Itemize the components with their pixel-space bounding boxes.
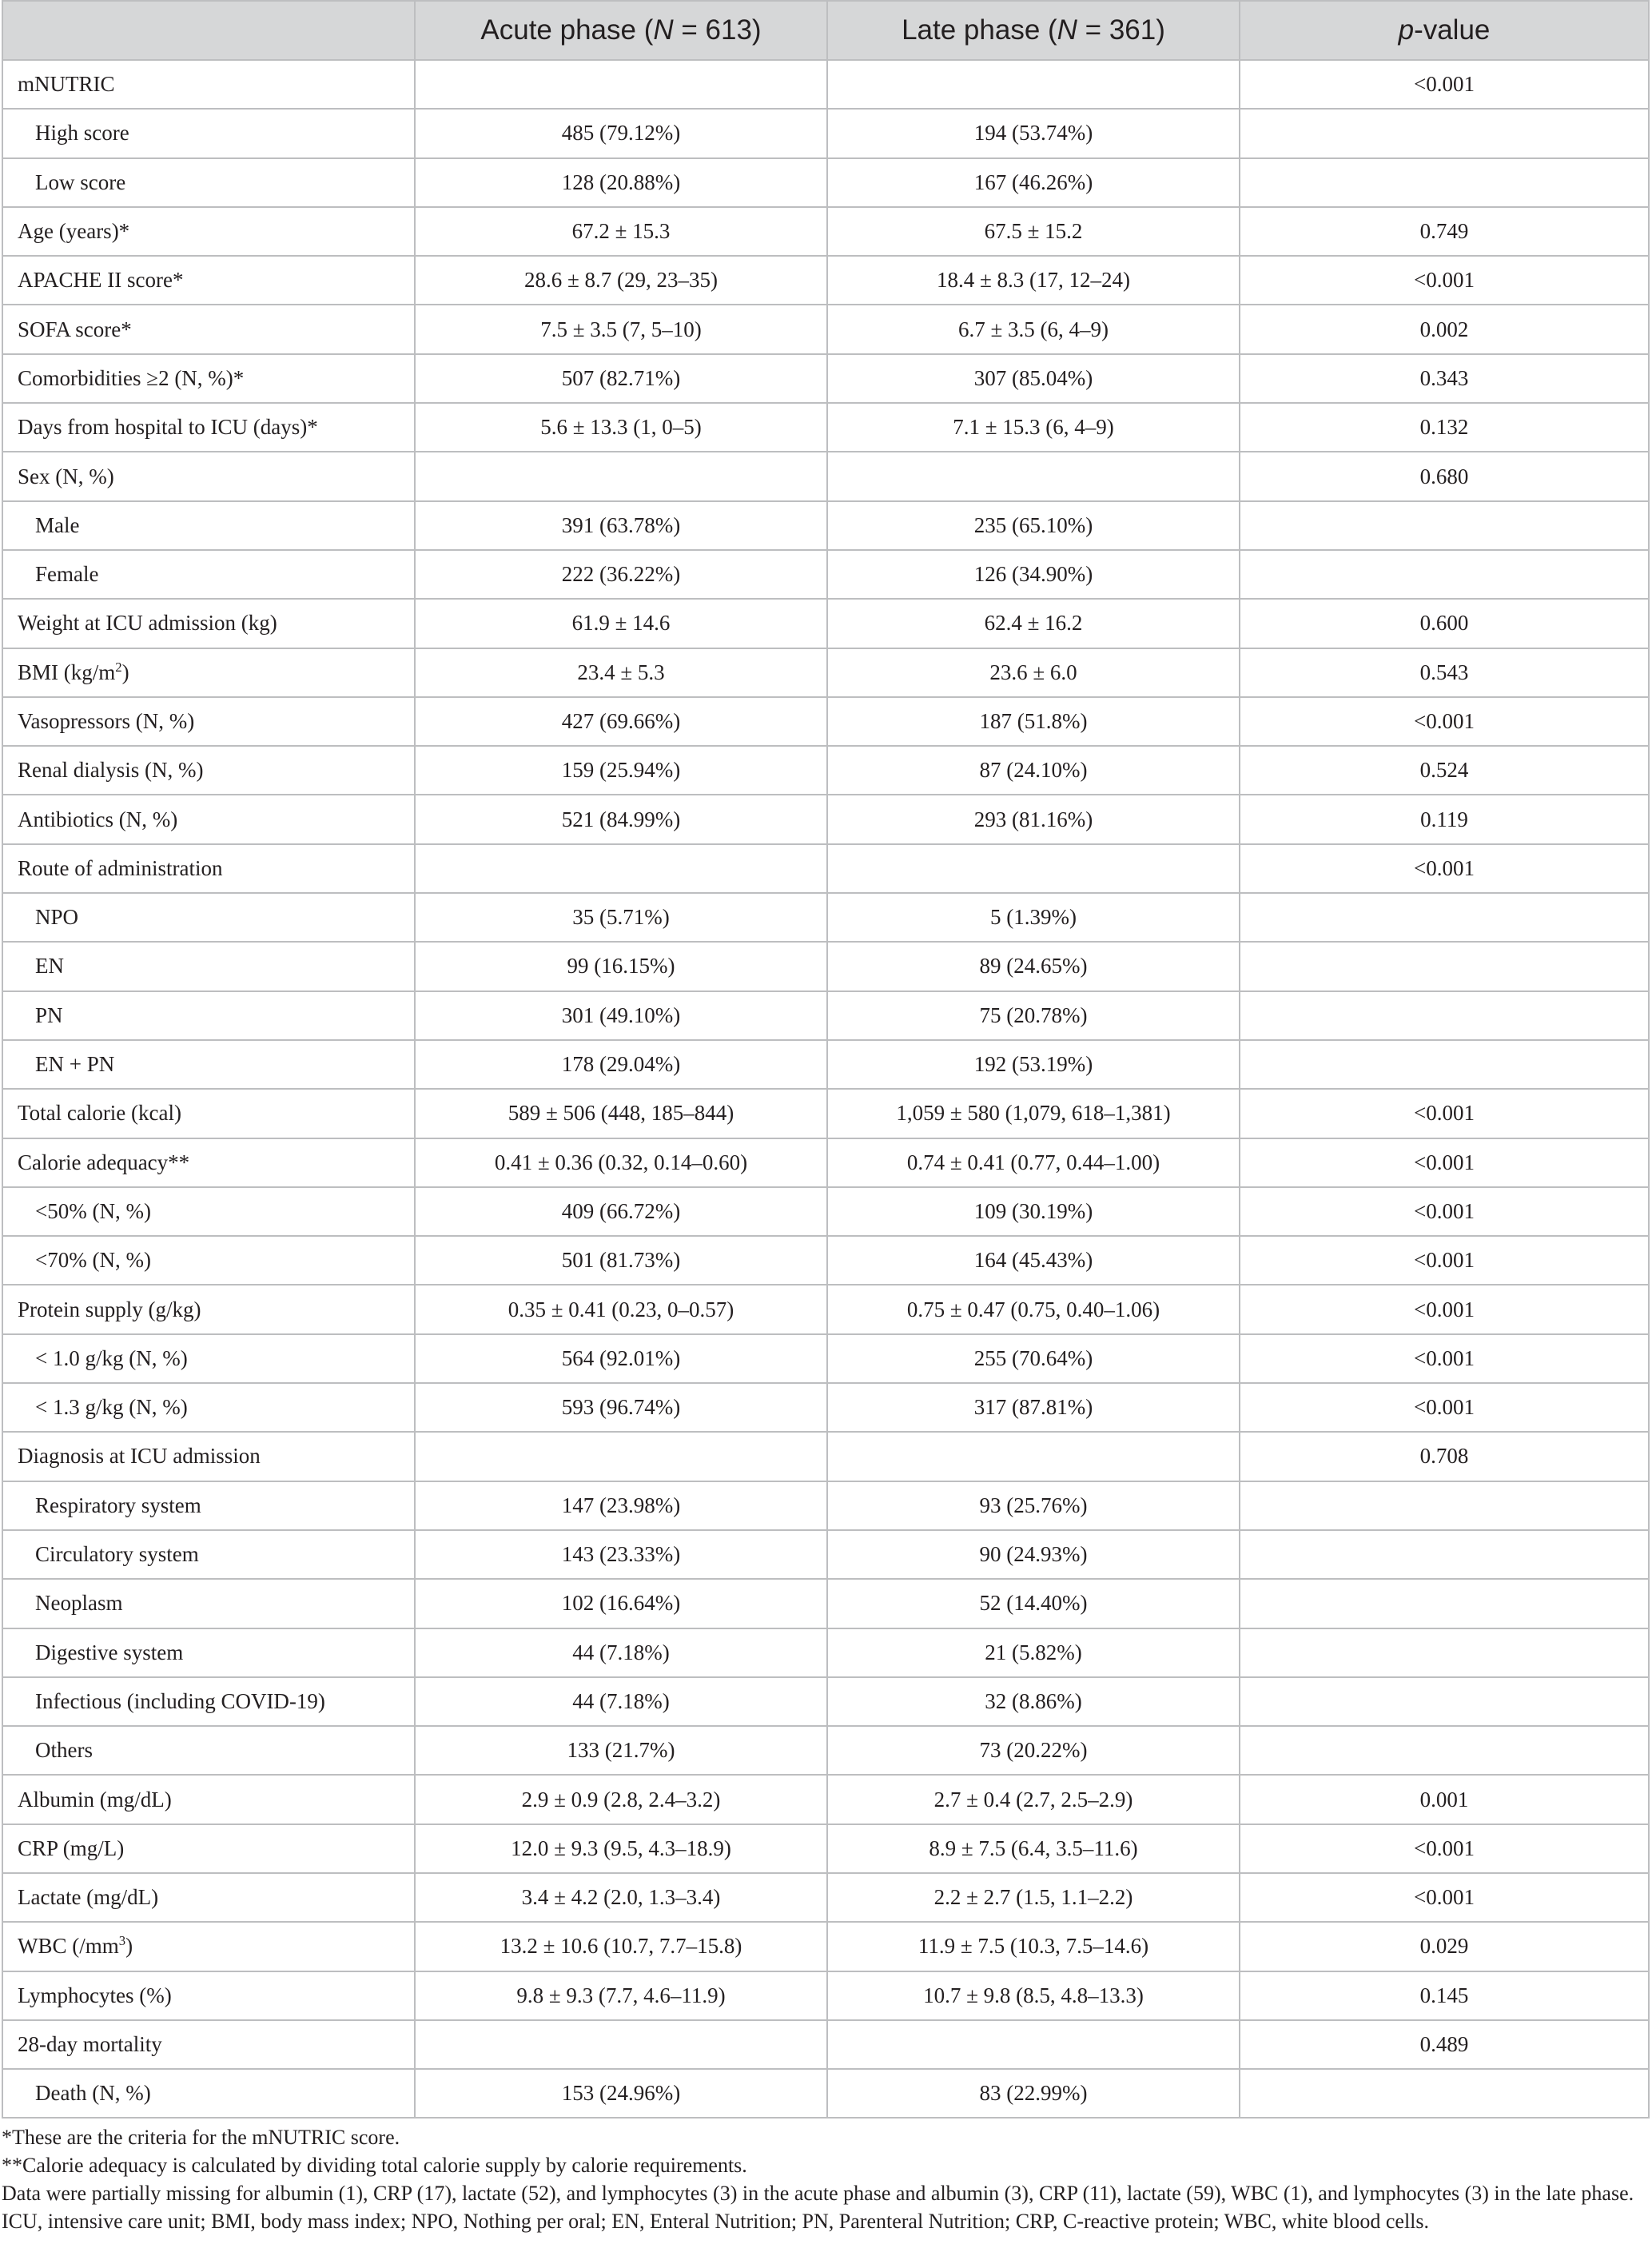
acute-phase-value: 99 (16.15%) — [415, 942, 827, 990]
acute-phase-value: 391 (63.78%) — [415, 501, 827, 550]
table-row — [2, 1481, 1649, 1530]
table-footnotes — [0, 2123, 1648, 2235]
footnote-3: Data were partially missing for albumin (1), CRP (17), lactate (52), and lymphocytes (3) in the acute phase and albumin (3), CRP (11), lactate (59), WBC (1), and lymphocytes (3) in the late phase. ICU, intensive care unit; BMI, body mass index; NPO, Nothing per oral; EN, Enteral Nutrition; PN, Parenteral Nutrition; CRP, C-reactive protein; WBC, white blood cells. — [2, 2182, 1634, 2233]
table-row — [2, 1971, 1649, 2020]
acute-phase-value: 44 (7.18%) — [415, 1677, 827, 1726]
row-label: Low score — [2, 158, 415, 207]
table-row — [2, 1187, 1649, 1236]
p-value: <0.001 — [1240, 1138, 1649, 1187]
late-phase-value: 255 (70.64%) — [827, 1334, 1240, 1383]
row-label: Protein supply (g/kg) — [2, 1285, 415, 1333]
p-value — [1240, 109, 1649, 157]
acute-phase-value: 143 (23.33%) — [415, 1530, 827, 1579]
p-value — [1240, 893, 1649, 942]
table-row — [2, 158, 1649, 207]
row-label: Female — [2, 550, 415, 599]
table-row — [2, 60, 1649, 109]
row-label: Comorbidities ≥2 (N, %)* — [2, 354, 415, 403]
late-phase-value: 18.4 ± 8.3 (17, 12–24) — [827, 256, 1240, 305]
acute-phase-value: 147 (23.98%) — [415, 1481, 827, 1530]
row-label: mNUTRIC — [2, 60, 415, 109]
late-phase-value: 75 (20.78%) — [827, 991, 1240, 1040]
p-value: <0.001 — [1240, 1089, 1649, 1138]
acute-phase-value: 44 (7.18%) — [415, 1628, 827, 1677]
acute-phase-value: 409 (66.72%) — [415, 1187, 827, 1236]
late-phase-value: 67.5 ± 15.2 — [827, 207, 1240, 256]
acute-phase-value: 222 (36.22%) — [415, 550, 827, 599]
late-phase-value — [827, 2020, 1240, 2069]
late-phase-value: 7.1 ± 15.3 (6, 4–9) — [827, 403, 1240, 452]
row-label: Renal dialysis (N, %) — [2, 746, 415, 795]
p-value: <0.001 — [1240, 1383, 1649, 1432]
row-label: Respiratory system — [2, 1481, 415, 1530]
acute-phase-value: 0.35 ± 0.41 (0.23, 0–0.57) — [415, 1285, 827, 1333]
table-row — [2, 1334, 1649, 1383]
acute-phase-value: 159 (25.94%) — [415, 746, 827, 795]
table-row — [2, 452, 1649, 500]
row-label: EN — [2, 942, 415, 990]
p-value: 0.749 — [1240, 207, 1649, 256]
acute-phase-value: 28.6 ± 8.7 (29, 23–35) — [415, 256, 827, 305]
row-label: SOFA score* — [2, 305, 415, 353]
acute-phase-value: 61.9 ± 14.6 — [415, 599, 827, 648]
p-value: 0.132 — [1240, 403, 1649, 452]
p-value — [1240, 991, 1649, 1040]
p-value: <0.001 — [1240, 1334, 1649, 1383]
late-phase-value: 62.4 ± 16.2 — [827, 599, 1240, 648]
table-row — [2, 795, 1649, 843]
acute-phase-value: 13.2 ± 10.6 (10.7, 7.7–15.8) — [415, 1922, 827, 1971]
late-phase-value: 1,059 ± 580 (1,079, 618–1,381) — [827, 1089, 1240, 1138]
row-label: <70% (N, %) — [2, 1236, 415, 1285]
late-phase-value — [827, 452, 1240, 500]
table-row — [2, 305, 1649, 353]
acute-phase-value: 301 (49.10%) — [415, 991, 827, 1040]
late-phase-value — [827, 1432, 1240, 1481]
late-phase-value: 11.9 ± 7.5 (10.3, 7.5–14.6) — [827, 1922, 1240, 1971]
acute-phase-value: 485 (79.12%) — [415, 109, 827, 157]
row-label: Digestive system — [2, 1628, 415, 1677]
p-value — [1240, 158, 1649, 207]
acute-phase-value: 3.4 ± 4.2 (2.0, 1.3–3.4) — [415, 1873, 827, 1922]
late-phase-value: 52 (14.40%) — [827, 1579, 1240, 1628]
row-label: Albumin (mg/dL) — [2, 1775, 415, 1824]
late-phase-value: 192 (53.19%) — [827, 1040, 1240, 1089]
acute-phase-value — [415, 60, 827, 109]
table-row — [2, 1432, 1649, 1481]
row-label: 28-day mortality — [2, 2020, 415, 2069]
late-phase-value: 73 (20.22%) — [827, 1726, 1240, 1775]
acute-phase-value: 501 (81.73%) — [415, 1236, 827, 1285]
p-value — [1240, 1040, 1649, 1089]
row-label: Circulatory system — [2, 1530, 415, 1579]
row-label: High score — [2, 109, 415, 157]
acute-phase-value — [415, 452, 827, 500]
row-label: Lymphocytes (%) — [2, 1971, 415, 2020]
table-row — [2, 746, 1649, 795]
table-row — [2, 256, 1649, 305]
row-label: < 1.0 g/kg (N, %) — [2, 1334, 415, 1383]
late-phase-value: 2.2 ± 2.7 (1.5, 1.1–2.2) — [827, 1873, 1240, 1922]
table-row — [2, 697, 1649, 746]
acute-phase-value: 0.41 ± 0.36 (0.32, 0.14–0.60) — [415, 1138, 827, 1187]
late-phase-value: 10.7 ± 9.8 (8.5, 4.8–13.3) — [827, 1971, 1240, 2020]
row-label: <50% (N, %) — [2, 1187, 415, 1236]
p-value: <0.001 — [1240, 60, 1649, 109]
p-value: <0.001 — [1240, 256, 1649, 305]
acute-phase-value: 9.8 ± 9.3 (7.7, 4.6–11.9) — [415, 1971, 827, 2020]
row-label: BMI $(kg/m^2)$ — [2, 648, 415, 697]
acute-phase-value: 67.2 ± 15.3 — [415, 207, 827, 256]
late-phase-value: 0.75 ± 0.47 (0.75, 0.40–1.06) — [827, 1285, 1240, 1333]
p-value: 0.600 — [1240, 599, 1649, 648]
late-phase-value — [827, 60, 1240, 109]
p-value: <0.001 — [1240, 844, 1649, 893]
late-phase-value: 293 (81.16%) — [827, 795, 1240, 843]
table-row — [2, 403, 1649, 452]
late-phase-value: 93 (25.76%) — [827, 1481, 1240, 1530]
row-label: Age (years)* — [2, 207, 415, 256]
row-label: NPO — [2, 893, 415, 942]
table-row — [2, 2069, 1649, 2118]
late-phase-value: 89 (24.65%) — [827, 942, 1240, 990]
late-phase-value: 87 (24.10%) — [827, 746, 1240, 795]
row-label: WBC $(/mm^3)$ — [2, 1922, 415, 1971]
p-value: <0.001 — [1240, 1187, 1649, 1236]
p-value — [1240, 1481, 1649, 1530]
table-row — [2, 648, 1649, 697]
p-value: 0.029 — [1240, 1922, 1649, 1971]
late-phase-value: 6.7 ± 3.5 (6, 4–9) — [827, 305, 1240, 353]
late-phase-value: 90 (24.93%) — [827, 1530, 1240, 1579]
row-label: PN — [2, 991, 415, 1040]
p-value: 0.708 — [1240, 1432, 1649, 1481]
p-value: <0.001 — [1240, 1236, 1649, 1285]
p-value — [1240, 2069, 1649, 2118]
late-phase-value: 21 (5.82%) — [827, 1628, 1240, 1677]
row-label: APACHE II score* — [2, 256, 415, 305]
table-row — [2, 1628, 1649, 1677]
late-phase-value: 32 (8.86%) — [827, 1677, 1240, 1726]
late-phase-value: 235 (65.10%) — [827, 501, 1240, 550]
p-value: 0.119 — [1240, 795, 1649, 843]
row-label: Vasopressors (N, %) — [2, 697, 415, 746]
header-late-phase: Late phase (N = 361) — [827, 1, 1240, 60]
late-phase-value — [827, 844, 1240, 893]
row-label: Weight at ICU admission (kg) — [2, 599, 415, 648]
acute-phase-value: 153 (24.96%) — [415, 2069, 827, 2118]
p-value — [1240, 1530, 1649, 1579]
acute-phase-value: 507 (82.71%) — [415, 354, 827, 403]
p-value: 0.343 — [1240, 354, 1649, 403]
p-value: <0.001 — [1240, 1285, 1649, 1333]
table-row — [2, 1775, 1649, 1824]
table-row — [2, 1677, 1649, 1726]
table-row — [2, 1040, 1649, 1089]
p-value — [1240, 1677, 1649, 1726]
late-phase-value: 167 (46.26%) — [827, 158, 1240, 207]
acute-phase-value: 102 (16.64%) — [415, 1579, 827, 1628]
acute-phase-value: 2.9 ± 0.9 (2.8, 2.4–3.2) — [415, 1775, 827, 1824]
p-value: <0.001 — [1240, 1873, 1649, 1922]
row-label: Calorie adequacy** — [2, 1138, 415, 1187]
p-value: 0.002 — [1240, 305, 1649, 353]
acute-phase-value: 12.0 ± 9.3 (9.5, 4.3–18.9) — [415, 1824, 827, 1873]
row-label: Death (N, %) — [2, 2069, 415, 2118]
header-variable — [2, 1, 415, 60]
header-acute-phase: Acute phase (N = 613) — [415, 1, 827, 60]
table-row — [2, 1138, 1649, 1187]
p-value: 0.489 — [1240, 2020, 1649, 2069]
late-phase-value: 307 (85.04%) — [827, 354, 1240, 403]
p-value — [1240, 942, 1649, 990]
row-label: CRP (mg/L) — [2, 1824, 415, 1873]
acute-phase-value: 564 (92.01%) — [415, 1334, 827, 1383]
row-label: Others — [2, 1726, 415, 1775]
acute-phase-value: 128 (20.88%) — [415, 158, 827, 207]
table-row — [2, 1285, 1649, 1333]
acute-phase-value — [415, 844, 827, 893]
table-body — [2, 60, 1649, 2118]
late-phase-value: 83 (22.99%) — [827, 2069, 1240, 2118]
p-value: <0.001 — [1240, 697, 1649, 746]
p-value — [1240, 1628, 1649, 1677]
table-row — [2, 893, 1649, 942]
table-row — [2, 207, 1649, 256]
acute-phase-value: 133 (21.7%) — [415, 1726, 827, 1775]
p-value — [1240, 1726, 1649, 1775]
table-row — [2, 354, 1649, 403]
baseline-characteristics-table — [2, 0, 1650, 2119]
row-label: Sex (N, %) — [2, 452, 415, 500]
row-label: Route of administration — [2, 844, 415, 893]
p-value — [1240, 501, 1649, 550]
acute-phase-value — [415, 2020, 827, 2069]
acute-phase-value: 5.6 ± 13.3 (1, 0–5) — [415, 403, 827, 452]
table-row — [2, 1579, 1649, 1628]
row-label: Diagnosis at ICU admission — [2, 1432, 415, 1481]
p-value: 0.145 — [1240, 1971, 1649, 2020]
table-row — [2, 1726, 1649, 1775]
table-row — [2, 1236, 1649, 1285]
table-row — [2, 1873, 1649, 1922]
late-phase-value: 126 (34.90%) — [827, 550, 1240, 599]
table-row — [2, 1530, 1649, 1579]
table-row — [2, 2020, 1649, 2069]
table-row — [2, 1922, 1649, 1971]
late-phase-value: 23.6 ± 6.0 — [827, 648, 1240, 697]
row-label: < 1.3 g/kg (N, %) — [2, 1383, 415, 1432]
footnote-2: **Calorie adequacy is calculated by dividing total calorie supply by calorie requirements. — [2, 2154, 747, 2177]
acute-phase-value: 7.5 ± 3.5 (7, 5–10) — [415, 305, 827, 353]
late-phase-value: 317 (87.81%) — [827, 1383, 1240, 1432]
acute-phase-value: 23.4 ± 5.3 — [415, 648, 827, 697]
table-header — [2, 1, 1649, 60]
table-row — [2, 1383, 1649, 1432]
p-value: 0.543 — [1240, 648, 1649, 697]
late-phase-value: 164 (45.43%) — [827, 1236, 1240, 1285]
table-row — [2, 599, 1649, 648]
header-row — [2, 1, 1649, 60]
row-label: Neoplasm — [2, 1579, 415, 1628]
row-label: Antibiotics (N, %) — [2, 795, 415, 843]
table-row — [2, 550, 1649, 599]
header-p-value: p-value — [1240, 1, 1649, 60]
p-value: 0.524 — [1240, 746, 1649, 795]
table-row — [2, 1824, 1649, 1873]
acute-phase-value: 593 (96.74%) — [415, 1383, 827, 1432]
late-phase-value: 194 (53.74%) — [827, 109, 1240, 157]
table-row — [2, 501, 1649, 550]
late-phase-value: 5 (1.39%) — [827, 893, 1240, 942]
p-value — [1240, 1579, 1649, 1628]
row-label: Days from hospital to ICU (days)* — [2, 403, 415, 452]
late-phase-value: 8.9 ± 7.5 (6.4, 3.5–11.6) — [827, 1824, 1240, 1873]
late-phase-value: 0.74 ± 0.41 (0.77, 0.44–1.00) — [827, 1138, 1240, 1187]
acute-phase-value — [415, 1432, 827, 1481]
table-row — [2, 991, 1649, 1040]
p-value: 0.680 — [1240, 452, 1649, 500]
row-label: Male — [2, 501, 415, 550]
acute-phase-value: 521 (84.99%) — [415, 795, 827, 843]
acute-phase-value: 427 (69.66%) — [415, 697, 827, 746]
acute-phase-value: 178 (29.04%) — [415, 1040, 827, 1089]
late-phase-value: 2.7 ± 0.4 (2.7, 2.5–2.9) — [827, 1775, 1240, 1824]
row-label: Lactate (mg/dL) — [2, 1873, 415, 1922]
row-label: Infectious (including COVID-19) — [2, 1677, 415, 1726]
p-value: 0.001 — [1240, 1775, 1649, 1824]
p-value — [1240, 550, 1649, 599]
row-label: EN + PN — [2, 1040, 415, 1089]
p-value: <0.001 — [1240, 1824, 1649, 1873]
table-row — [2, 1089, 1649, 1138]
late-phase-value: 109 (30.19%) — [827, 1187, 1240, 1236]
row-label: Total calorie (kcal) — [2, 1089, 415, 1138]
footnote-1: *These are the criteria for the mNUTRIC score. — [2, 2126, 400, 2149]
table-row — [2, 109, 1649, 157]
late-phase-value: 187 (51.8%) — [827, 697, 1240, 746]
acute-phase-value: 35 (5.71%) — [415, 893, 827, 942]
table-row — [2, 844, 1649, 893]
table-row — [2, 942, 1649, 990]
acute-phase-value: 589 ± 506 (448, 185–844) — [415, 1089, 827, 1138]
